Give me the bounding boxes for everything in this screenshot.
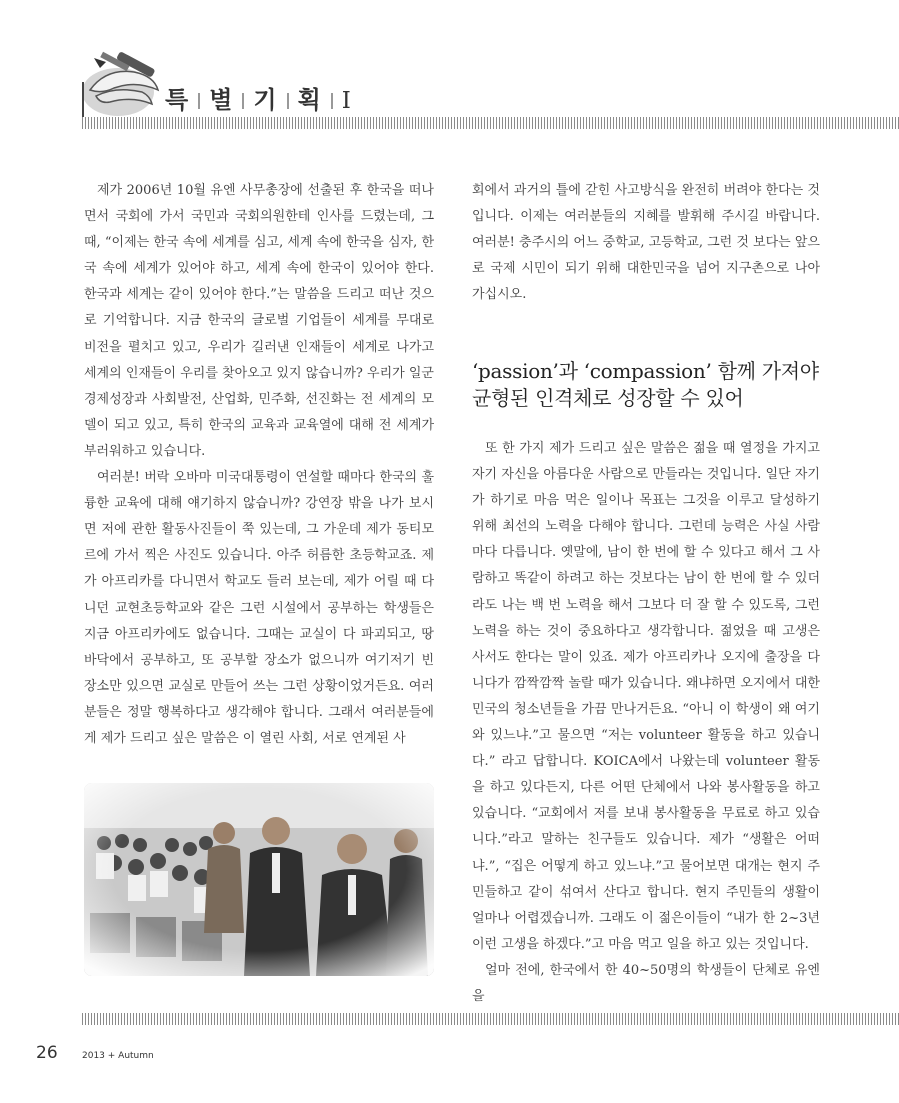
paragraph: 제가 2006년 10월 유엔 사무총장에 선출된 후 한국을 떠나면서 국회에 가서 국민과 국회의원한테 인사를 드렸는데, 그때, “이제는 한국 속에 세계를 심고, 세계 속에 한국을 심자, 한국 속에 세계가 있어야 하고, 세계 속에 한국이 있어야 한다. 한국과 세계는 같이 있어야 한다.”는 말씀을 드리고 떠난 것으로 기억합니다. 지금 한국의 글로벌 기업들이 세계를 무대로 비전을 펼치고 있고, 우리가 길러낸 인재들이 세계로 나가고 세계의 인재들이 우리를 찾아오고 있지 않습니까? 우리가 일군 경제성장과 사회발전, 산업화, 민주화, 선진화는 전 세계의 모델이 되고 있고, 특히 한국의 교육과 교육열에 대해 전 세계가 부러워하고 있습니다.	[84, 183, 434, 459]
page-number: 26	[36, 1043, 58, 1063]
title-char: 기	[253, 86, 278, 114]
section-title	[165, 80, 352, 115]
header-stripe-rule	[82, 117, 899, 129]
left-column-body	[84, 178, 434, 752]
issue-label: 2013 + Autumn	[82, 1051, 154, 1061]
paragraph: 회에서 과거의 틀에 갇힌 사고방식을 완전히 버려야 한다는 것입니다. 이제는 여러분들의 지혜를 발휘해 주시길 바랍니다. 여러분! 충주시의 어느 중학교, 고등학교, 그런 것 보다는 앞으로 국제 시민이 되기 위해 대한민국을 넘어 지구촌으로 나아 가십시오.	[472, 183, 820, 303]
event-photo	[84, 783, 434, 976]
paragraph: 여러분! 버락 오바마 미국대통령이 연설할 때마다 한국의 훌륭한 교육에 대해 얘기하지 않습니까? 강연장 밖을 나가 보시면 저에 관한 활동사진들이 쭉 있는데, 그 가운데 제가 동티모르에 가서 찍은 사진도 있습니다. 아주 허름한 초등학교죠. 제가 아프리카를 다니면서 학교도 들러 보는데, 제가 어릴 때 다니던 교현초등학교와 같은 그런 시설에서 공부하는 학생들은 지금 아프리카에도 없습니다. 그때는 교실이 다 파괴되고, 땅바닥에서 공부하고, 또 공부할 장소가 없으니까 여기저기 빈 장소만 있으면 교실로 만들어 쓰는 그런 상황이었거든요. 여러분들은 정말 행복하다고 생각해야 합니다. 그래서 여러분들에게 제가 드리고 싶은 말씀은 이 열린 사회, 서로 연계된 사	[84, 470, 434, 746]
subheading-line: ‘passion’과 ‘compassion’ 함께 가져야	[472, 359, 819, 383]
title-separator	[331, 93, 333, 109]
title-roman-numeral: I	[341, 88, 352, 114]
title-separator	[287, 93, 289, 109]
footer-stripe-rule	[82, 1013, 899, 1025]
pen-scroll-logo-icon	[76, 50, 166, 120]
paragraph: 얼마 전에, 한국에서 한 40~50명의 학생들이 단체로 유엔을	[472, 962, 820, 1004]
title-separator	[198, 93, 200, 109]
right-column-top-body	[472, 178, 820, 308]
event-photo-illustration	[84, 783, 434, 976]
right-column-bottom-body	[472, 436, 820, 1010]
title-char: 획	[297, 86, 322, 114]
section-subheading	[472, 358, 822, 412]
paragraph: 또 한 가지 제가 드리고 싶은 말씀은 젊을 때 열정을 가지고 자기 자신을 아름다운 사람으로 만들라는 것입니다. 일단 자기가 하기로 마음 먹은 일이나 목표는 그것을 이루고 달성하기 위해 최선의 노력을 다해야 합니다. 그런데 능력은 사실 사람마다 다릅니다. 옛말에, 남이 한 번에 할 수 있다고 해서 그 사람하고 똑같이 하려고 하는 것보다는 남이 한 번에 할 수 있더라도 나는 백 번 노력을 해서 그보다 더 잘 할 수 있도록, 그런 노력을 하는 것이 중요하다고 생각합니다. 젊었을 때 고생은 사서도 한다는 말이 있죠. 제가 아프리카나 오지에 출장을 다니다가 깜짝깜짝 놀랄 때가 있습니다. 왜냐하면 오지에서 대한민국의 청소년들을 가끔 만나거든요. “아니 이 학생이 왜 여기 와 있느냐.”고 물으면 “저는 volunteer 활동을 하고 있습니다.” 라고 답합니다. KOICA에서 나왔는데 volunteer 활동을 하고 있다든지, 다른 어떤 단체에서 나와 봉사활동을 하고 있습니다. “교회에서 저를 보내 봉사활동을 무료로 하고 있습니다.”라고 말하는 친구들도 있습니다. 제가 “생활은 어떠냐.”, “집은 어떻게 하고 있느냐.”고 물어보면 대개는 현지 주민들하고 같이 섞여서 산다고 합니다. 현지 주민들의 생활이 얼마나 어렵겠습니까. 그래도 이 젊은이들이 “내가 한 2~3년 이런 고생을 하겠다.”고 마음 먹고 일을 하고 있는 것입니다.	[472, 441, 820, 952]
subheading-line: 균형된 인격체로 성장할 수 있어	[472, 386, 744, 410]
title-char: 특	[165, 86, 190, 114]
title-separator	[242, 93, 244, 109]
title-char: 별	[209, 86, 234, 114]
